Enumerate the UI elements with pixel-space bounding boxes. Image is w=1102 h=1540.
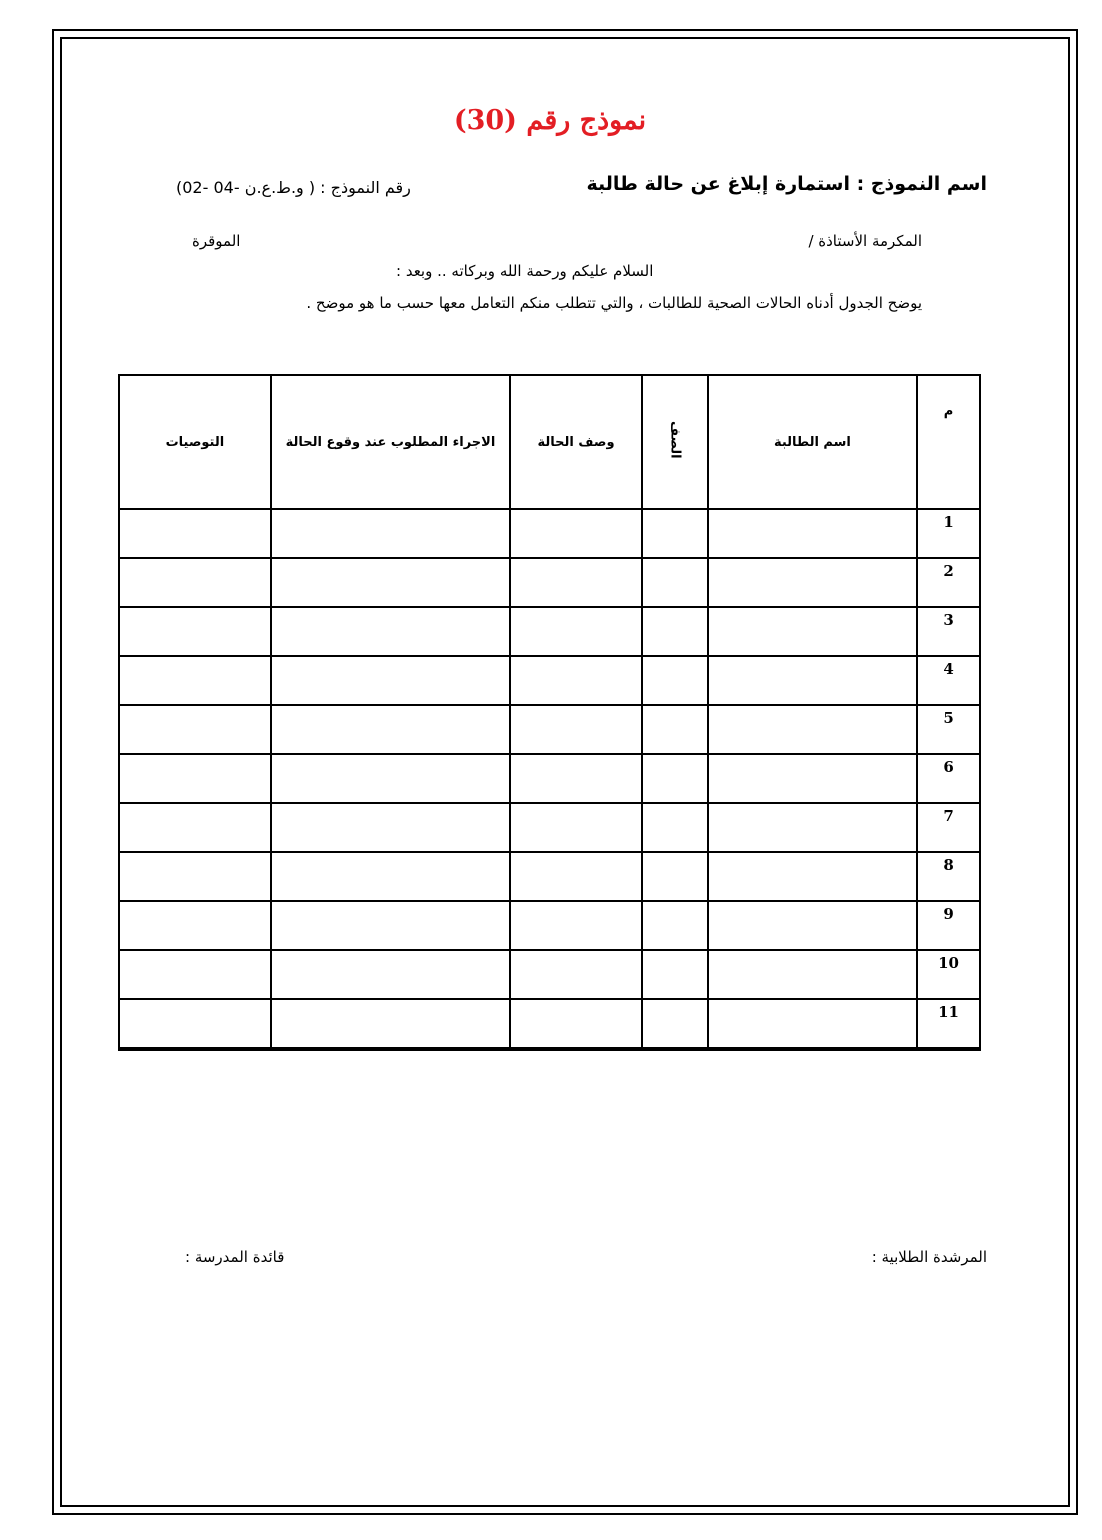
case-description-cell bbox=[510, 803, 642, 852]
required-action-cell bbox=[271, 607, 510, 656]
case-description-cell bbox=[510, 950, 642, 999]
salutation: المكرمة الأستاذة / bbox=[808, 232, 922, 250]
cases-table bbox=[118, 374, 981, 1051]
header-case-description: وصف الحالة bbox=[510, 375, 642, 509]
table-row bbox=[119, 999, 980, 1049]
case-description-cell bbox=[510, 509, 642, 558]
case-description-cell bbox=[510, 901, 642, 950]
required-action-cell bbox=[271, 950, 510, 999]
student-name-cell bbox=[708, 803, 917, 852]
case-description-cell bbox=[510, 607, 642, 656]
table-row bbox=[119, 852, 980, 901]
grade-cell bbox=[642, 950, 708, 999]
required-action-cell bbox=[271, 754, 510, 803]
num-cell: 10 bbox=[917, 950, 980, 999]
required-action-cell bbox=[271, 509, 510, 558]
num-cell: 8 bbox=[917, 852, 980, 901]
student-name-cell bbox=[708, 852, 917, 901]
header-student-name: اسم الطالبة bbox=[708, 375, 917, 509]
recommendations-cell bbox=[119, 607, 271, 656]
student-name-cell bbox=[708, 705, 917, 754]
form-number: رقم النموذج : ( و.ط.ع.ن -04 -02) bbox=[176, 178, 411, 197]
form-title: نموذج رقم (30) bbox=[453, 105, 647, 136]
required-action-cell bbox=[271, 803, 510, 852]
grade-cell bbox=[642, 754, 708, 803]
student-name-cell bbox=[708, 950, 917, 999]
num-cell: 3 bbox=[917, 607, 980, 656]
student-name-cell bbox=[708, 558, 917, 607]
required-action-cell bbox=[271, 852, 510, 901]
case-description-cell bbox=[510, 754, 642, 803]
recommendations-cell bbox=[119, 950, 271, 999]
recommendations-cell bbox=[119, 754, 271, 803]
required-action-cell bbox=[271, 705, 510, 754]
num-cell: 7 bbox=[917, 803, 980, 852]
required-action-cell bbox=[271, 901, 510, 950]
student-name-cell bbox=[708, 901, 917, 950]
case-description-cell bbox=[510, 656, 642, 705]
grade-cell bbox=[642, 656, 708, 705]
form-name: اسم النموذج : استمارة إبلاغ عن حالة طالبة bbox=[586, 173, 987, 195]
case-description-cell bbox=[510, 558, 642, 607]
table-row bbox=[119, 950, 980, 999]
table-row bbox=[119, 803, 980, 852]
recommendations-cell bbox=[119, 509, 271, 558]
table-header-row bbox=[119, 375, 980, 509]
greeting: السلام عليكم ورحمة الله وبركاته .. وبعد : bbox=[396, 262, 654, 280]
honorific: الموقرة bbox=[192, 232, 241, 250]
case-description-cell bbox=[510, 999, 642, 1049]
recommendations-cell bbox=[119, 656, 271, 705]
table-row bbox=[119, 558, 980, 607]
student-name-cell bbox=[708, 607, 917, 656]
num-cell: 2 bbox=[917, 558, 980, 607]
header-required-action: الاجراء المطلوب عند وقوع الحالة bbox=[271, 375, 510, 509]
student-name-cell bbox=[708, 656, 917, 705]
student-name-cell bbox=[708, 999, 917, 1049]
header-grade bbox=[642, 375, 708, 509]
intro-text: يوضح الجدول أدناه الحالات الصحية للطالبات ، والتي تتطلب منكم التعامل معها حسب ما هو موضح . bbox=[306, 294, 922, 312]
table-row bbox=[119, 754, 980, 803]
grade-cell bbox=[642, 999, 708, 1049]
signature-counselor: المرشدة الطلابية : bbox=[871, 1248, 987, 1266]
signature-principal: قائدة المدرسة : bbox=[185, 1248, 285, 1266]
recommendations-cell bbox=[119, 803, 271, 852]
num-cell: 6 bbox=[917, 754, 980, 803]
num-cell: 1 bbox=[917, 509, 980, 558]
case-description-cell bbox=[510, 852, 642, 901]
grade-cell bbox=[642, 509, 708, 558]
header-m: م bbox=[917, 375, 980, 509]
grade-cell bbox=[642, 803, 708, 852]
table-row bbox=[119, 509, 980, 558]
case-description-cell bbox=[510, 705, 642, 754]
num-cell: 9 bbox=[917, 901, 980, 950]
student-name-cell bbox=[708, 509, 917, 558]
table-row bbox=[119, 705, 980, 754]
grade-cell bbox=[642, 607, 708, 656]
recommendations-cell bbox=[119, 558, 271, 607]
num-cell: 5 bbox=[917, 705, 980, 754]
required-action-cell bbox=[271, 656, 510, 705]
required-action-cell bbox=[271, 558, 510, 607]
header-grade-label: الصف bbox=[667, 421, 683, 459]
num-cell: 4 bbox=[917, 656, 980, 705]
grade-cell bbox=[642, 852, 708, 901]
table-row bbox=[119, 656, 980, 705]
table-row bbox=[119, 607, 980, 656]
num-cell: 11 bbox=[917, 999, 980, 1049]
recommendations-cell bbox=[119, 901, 271, 950]
recommendations-cell bbox=[119, 852, 271, 901]
student-name-cell bbox=[708, 754, 917, 803]
grade-cell bbox=[642, 901, 708, 950]
required-action-cell bbox=[271, 999, 510, 1049]
table-row bbox=[119, 901, 980, 950]
grade-cell bbox=[642, 705, 708, 754]
recommendations-cell bbox=[119, 999, 271, 1049]
header-recommendations: التوصيات bbox=[119, 375, 271, 509]
recommendations-cell bbox=[119, 705, 271, 754]
grade-cell bbox=[642, 558, 708, 607]
